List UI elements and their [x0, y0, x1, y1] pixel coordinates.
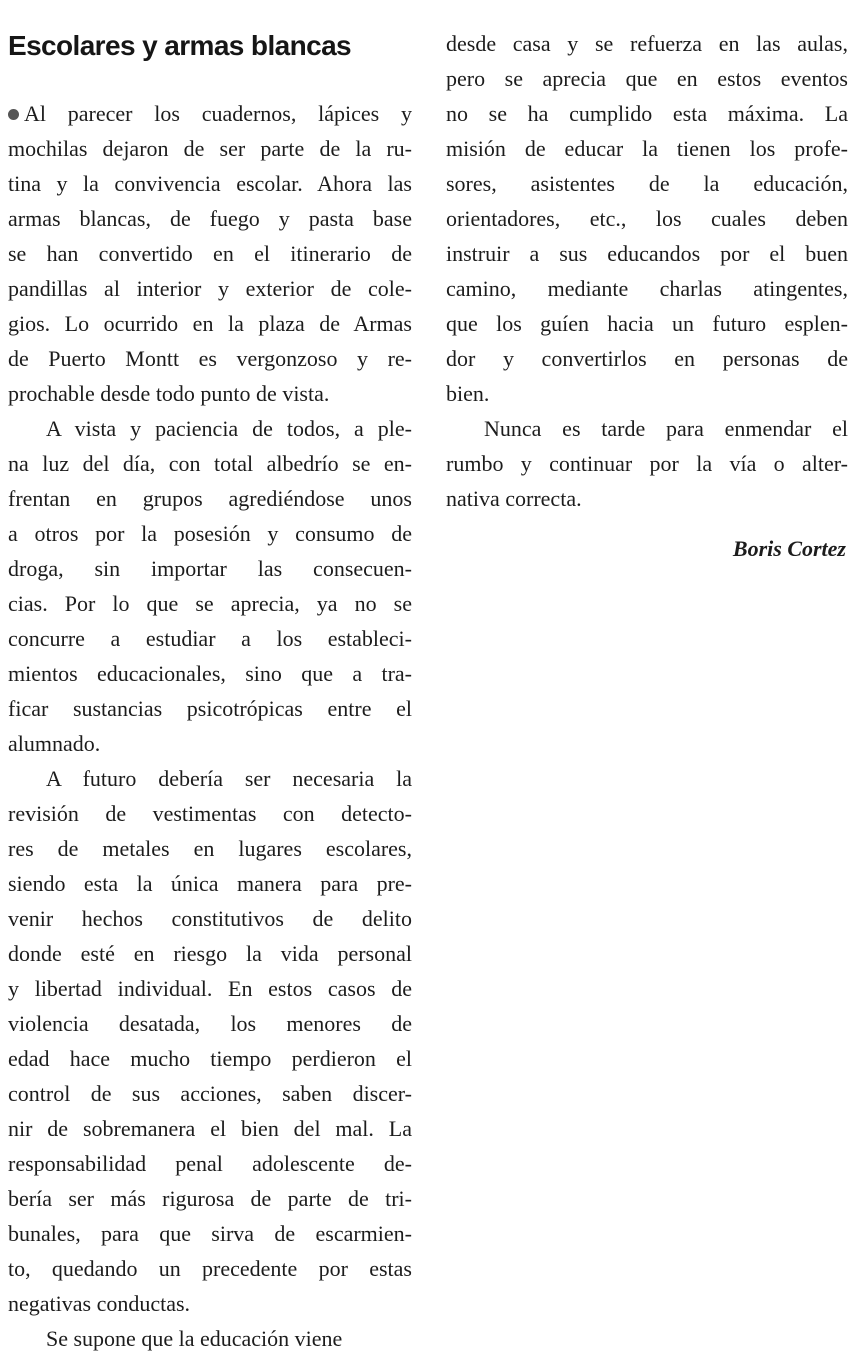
line-text: bunales, para que sirva de escarmien- [8, 1221, 412, 1246]
line-text: pandillas al interior y exterior de cole- [8, 276, 412, 301]
line-text: bien. [446, 381, 490, 406]
left-column-line [8, 1076, 412, 1111]
line-text: a otros por la posesión y consumo de [8, 521, 412, 546]
line-text: pero se aprecia que en estos eventos [446, 66, 848, 91]
line-text: Se supone que la educación viene [46, 1326, 343, 1351]
left-column-line [8, 1181, 412, 1216]
line-text: alumnado. [8, 731, 101, 756]
line-text: sores, asistentes de la educación, [446, 171, 848, 196]
right-column-line [446, 201, 848, 236]
line-text: donde esté en riesgo la vida personal [8, 941, 412, 966]
left-column-line [8, 1286, 412, 1321]
left-column-line [8, 1321, 412, 1356]
line-text: misión de educar la tienen los profe- [446, 136, 848, 161]
line-text: se han convertido en el itinerario de [8, 241, 412, 266]
line-text: edad hace mucho tiempo perdieron el [8, 1046, 412, 1071]
left-column-line [8, 166, 412, 201]
line-text: concurre a estudiar a los estableci- [8, 626, 412, 651]
article-title: Escolares y armas blancas [8, 30, 352, 61]
right-column-line [446, 376, 848, 411]
left-column-line [8, 831, 412, 866]
line-text: rumbo y continuar por la vía o alter- [446, 451, 848, 476]
line-text: mientos educacionales, sino que a tra- [8, 661, 412, 686]
left-column-line [8, 901, 412, 936]
line-text: res de metales en lugares escolares, [8, 836, 412, 861]
line-text: armas blancas, de fuego y pasta base [8, 206, 412, 231]
line-text: prochable desde todo punto de vista. [8, 381, 330, 406]
line-text: desde casa y se refuerza en las aulas, [446, 31, 848, 56]
line-text: frentan en grupos agrediéndose unos [8, 486, 412, 511]
line-text: gios. Lo ocurrido en la plaza de Armas [8, 311, 412, 336]
line-text: de Puerto Montt es vergonzoso y re- [8, 346, 412, 371]
left-column-line [8, 341, 412, 376]
left-column-line [8, 1146, 412, 1181]
line-text: na luz del día, con total albedrío se en- [8, 451, 412, 476]
left-column-line [8, 446, 412, 481]
right-column-line [446, 96, 848, 131]
line-text: negativas conductas. [8, 1291, 191, 1316]
left-column-line [8, 376, 412, 411]
left-column-line [8, 481, 412, 516]
left-column-line [8, 936, 412, 971]
left-column-line [8, 656, 412, 691]
line-text: A futuro debería ser necesaria la [46, 766, 412, 791]
line-text: A vista y paciencia de todos, a ple- [46, 416, 412, 441]
left-column-line [8, 551, 412, 586]
line-text: tina y la convivencia escolar. Ahora las [8, 171, 412, 196]
left-column-line [8, 1111, 412, 1146]
right-column-line [446, 271, 848, 306]
line-text: Nunca es tarde para enmendar el [484, 416, 848, 441]
line-text: droga, sin importar las consecuen- [8, 556, 412, 581]
line-text: Al parecer los cuadernos, lápices y [24, 101, 412, 126]
right-column-line [446, 131, 848, 166]
left-column-line [8, 236, 412, 271]
right-column-line [446, 446, 848, 481]
line-text: bería ser más rigurosa de parte de tri- [8, 1186, 412, 1211]
author-signature: Boris Cortez [732, 536, 846, 561]
left-column-line [8, 761, 412, 796]
bullet-icon [8, 109, 19, 120]
left-column-line [8, 621, 412, 656]
left-column-line [8, 1041, 412, 1076]
line-text: mochilas dejaron de ser parte de la ru- [8, 136, 412, 161]
line-text: nativa correcta. [446, 486, 582, 511]
line-text: dor y convertirlos en personas de [446, 346, 848, 371]
right-column-line [446, 341, 848, 376]
line-text: y libertad individual. En estos casos de [8, 976, 412, 1001]
left-column-line [8, 306, 412, 341]
line-text: no se ha cumplido esta máxima. La [446, 101, 848, 126]
left-column-line [8, 971, 412, 1006]
line-text: control de sus acciones, saben discer- [8, 1081, 412, 1106]
left-column-line [8, 796, 412, 831]
left-column-line [8, 726, 412, 761]
line-text: cias. Por lo que se aprecia, ya no se [8, 591, 412, 616]
left-column-line [8, 516, 412, 551]
left-column-line [8, 271, 412, 306]
left-column-line [8, 1006, 412, 1041]
right-column-line [446, 61, 848, 96]
line-text: venir hechos constitutivos de delito [8, 906, 412, 931]
line-text: violencia desatada, los menores de [8, 1011, 412, 1036]
left-column-line [8, 201, 412, 236]
right-column-line [446, 26, 848, 61]
line-text: nir de sobremanera el bien del mal. La [8, 1116, 412, 1141]
left-column-line [8, 96, 412, 131]
left-column-line [8, 691, 412, 726]
line-text: revisión de vestimentas con detecto- [8, 801, 412, 826]
line-text: ficar sustancias psicotrópicas entre el [8, 696, 412, 721]
line-text: siendo esta la única manera para pre- [8, 871, 412, 896]
left-column-line [8, 131, 412, 166]
left-column-line [8, 1216, 412, 1251]
right-column-line [446, 411, 848, 446]
line-text: camino, mediante charlas atingentes, [446, 276, 848, 301]
right-column-line [446, 481, 848, 516]
line-text: orientadores, etc., los cuales deben [446, 206, 848, 231]
left-column-line [8, 866, 412, 901]
line-text: que los guíen hacia un futuro esplen- [446, 311, 848, 336]
line-text: responsabilidad penal adolescente de- [8, 1151, 412, 1176]
right-column-line [446, 236, 848, 271]
line-text: instruir a sus educandos por el buen [446, 241, 848, 266]
left-column-line [8, 411, 412, 446]
right-column-line [446, 306, 848, 341]
line-text: to, quedando un precedente por estas [8, 1256, 412, 1281]
right-column-line [446, 166, 848, 201]
left-column-line [8, 1251, 412, 1286]
left-column-line [8, 586, 412, 621]
